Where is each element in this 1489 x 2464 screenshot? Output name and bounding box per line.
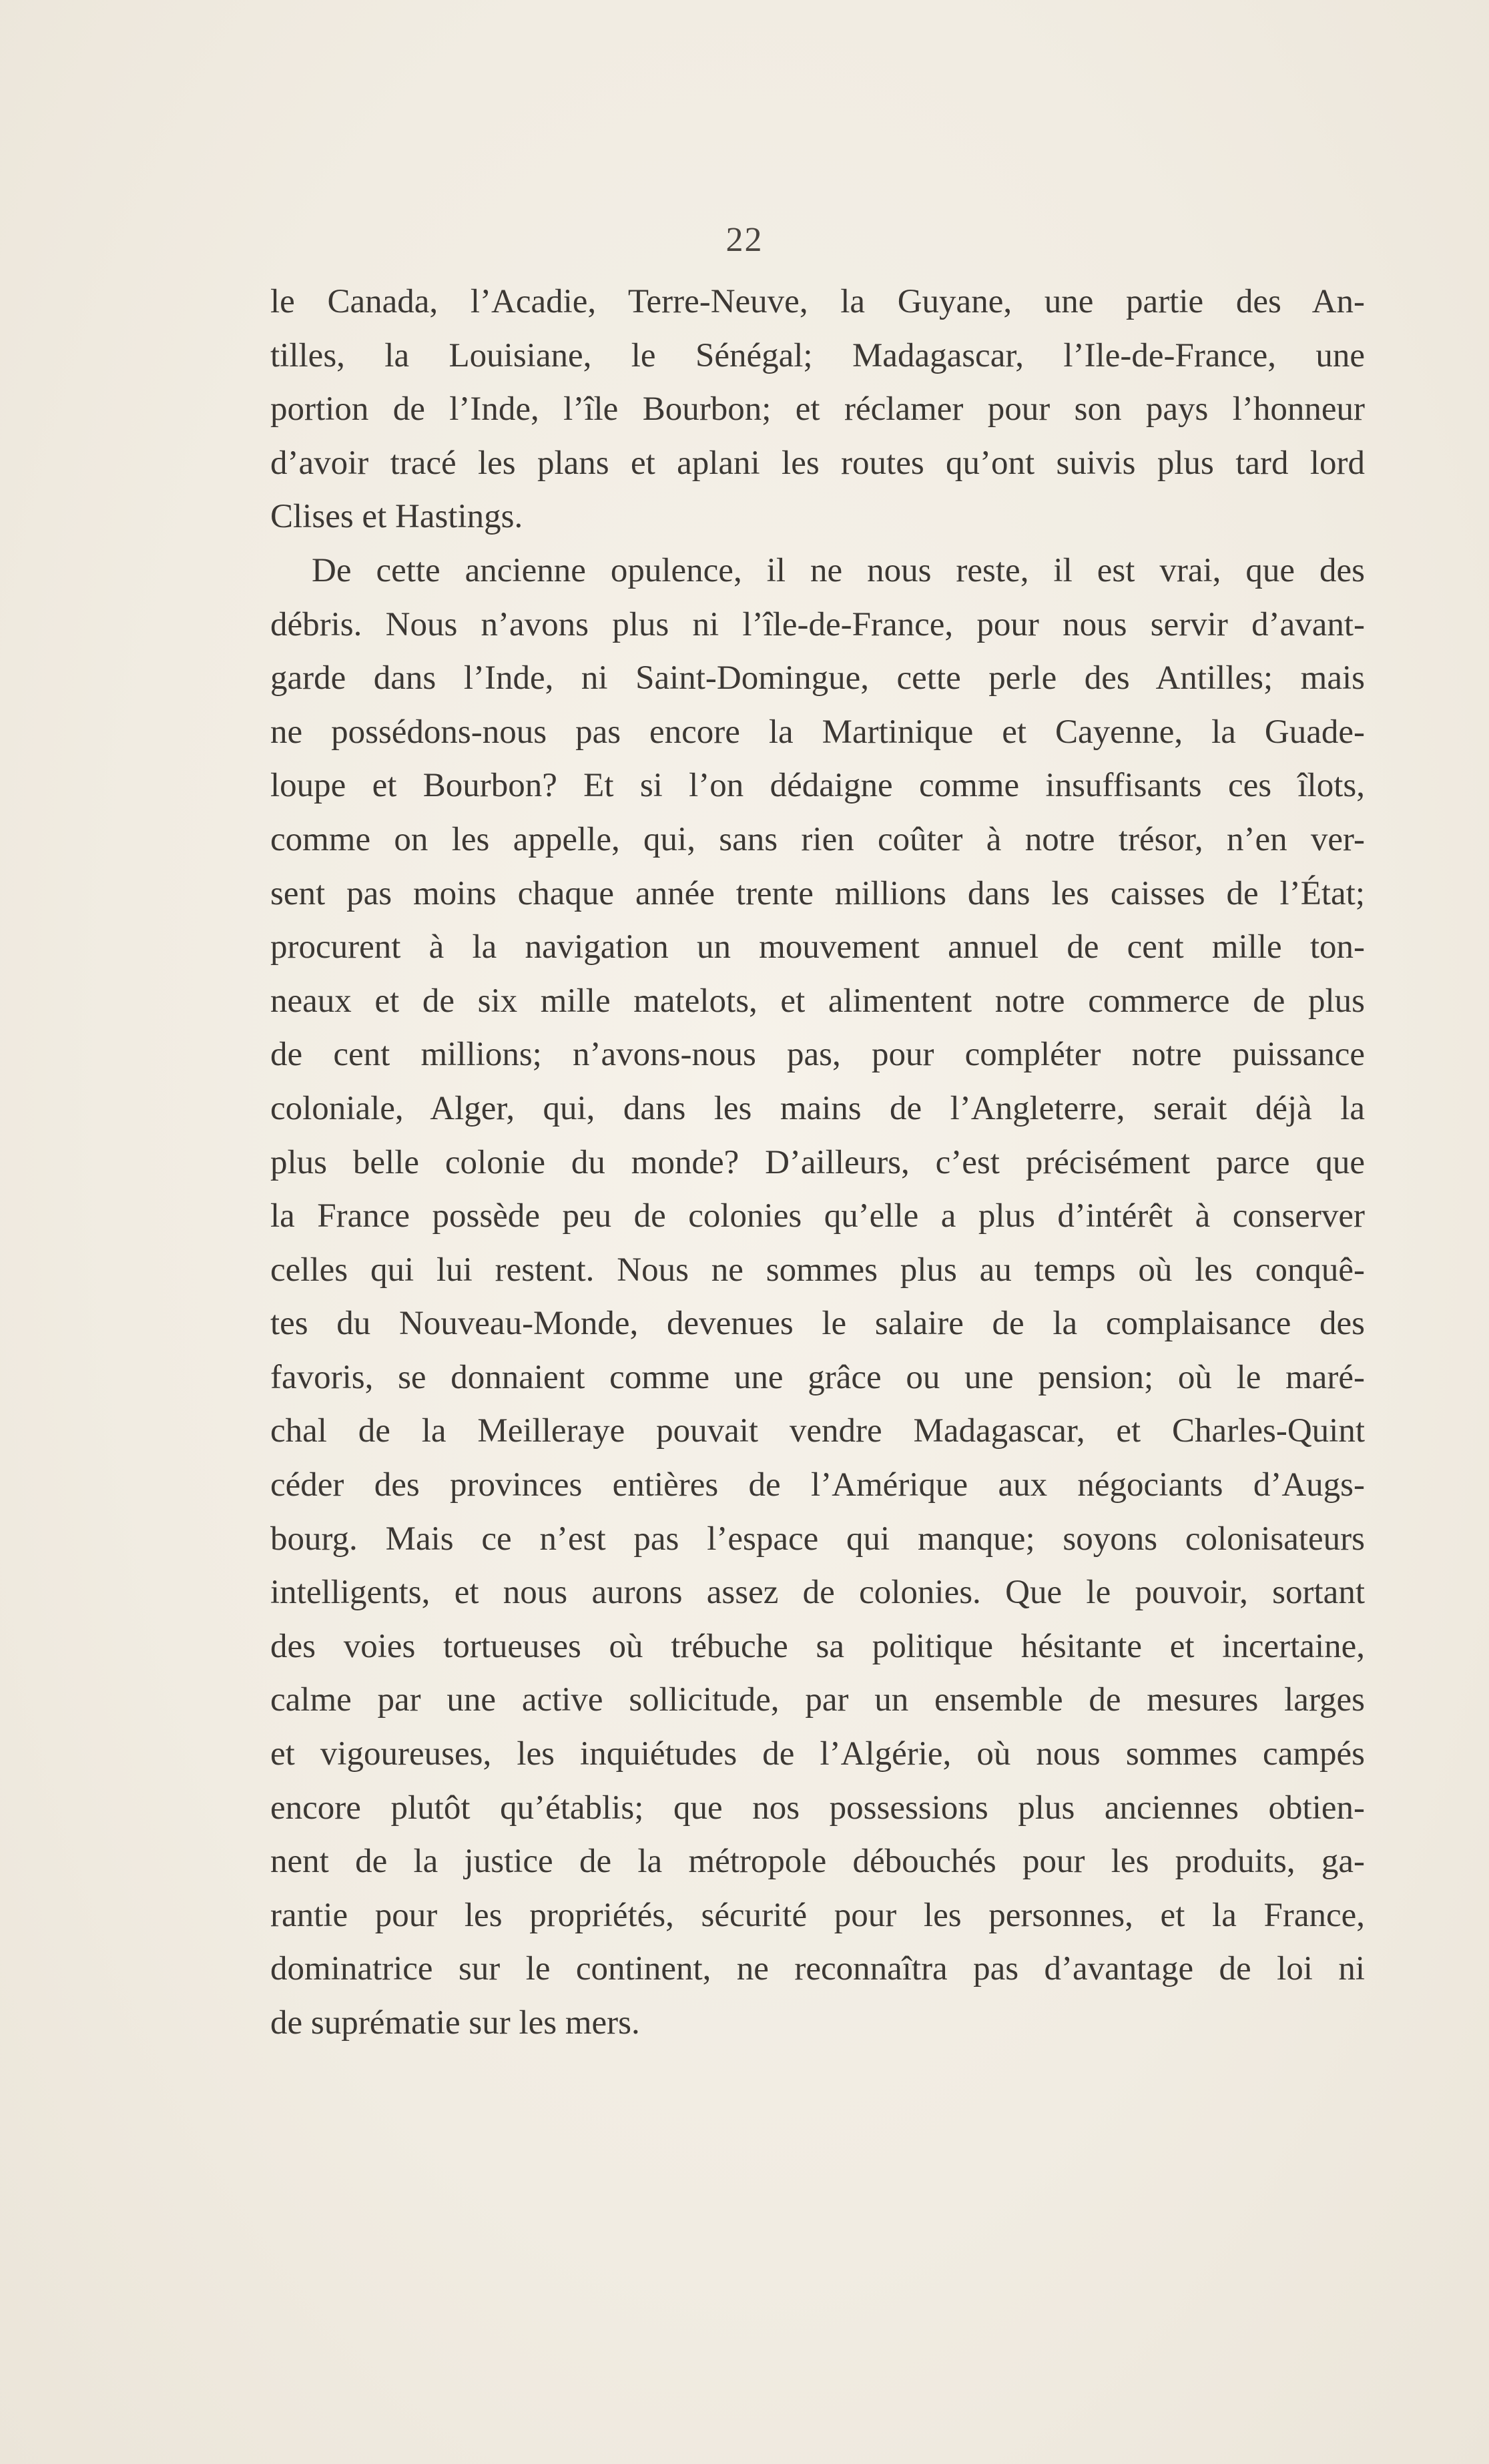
text-line: la France possède peu de colonies qu’elle a plus d’intérêt à conserver (270, 1197, 1365, 1235)
text-line: débris. Nous n’avons plus ni l’île-de-France, pour nous servir d’avant- (270, 605, 1365, 643)
text-line: calme par une active sollicitude, par un ensemble de mesures larges (270, 1681, 1365, 1719)
text-line: neaux et de six mille matelots, et alimentent notre commerce de plus (270, 982, 1365, 1020)
text-line: tes du Nouveau-Monde, devenues le salaire de la complaisance des (270, 1305, 1365, 1343)
text-line: intelligents, et nous aurons assez de colonies. Que le pouvoir, sortant (270, 1574, 1365, 1612)
body-text (270, 275, 1365, 2050)
text-line: garde dans l’Inde, ni Saint-Domingue, cette perle des Antilles; mais (270, 659, 1365, 697)
text-line: le Canada, l’Acadie, Terre-Neuve, la Guyane, une partie des An- (270, 283, 1365, 320)
text-line: ne possédons-nous pas encore la Martinique et Cayenne, la Guade- (270, 713, 1365, 751)
text-line: procurent à la navigation un mouvement annuel de cent mille ton- (270, 928, 1365, 966)
text-line: céder des provinces entières de l’Amérique aux négociants d’Augs- (270, 1466, 1365, 1504)
text-line: comme on les appelle, qui, sans rien coûter à notre trésor, n’en ver- (270, 820, 1365, 858)
text-line: encore plutôt qu’établis; que nos possessions plus anciennes obtien- (270, 1789, 1365, 1827)
page-number: 22 (725, 221, 764, 259)
text-line: et vigoureuses, les inquiétudes de l’Algérie, où nous sommes campés (270, 1735, 1365, 1773)
text-line: des voies tortueuses où trébuche sa politique hésitante et incertaine, (270, 1627, 1365, 1665)
text-line: loupe et Bourbon? Et si l’on dédaigne comme insuffisants ces îlots, (270, 767, 1365, 805)
text-line: Clises et Hastings. (270, 498, 523, 536)
text-line: De cette ancienne opulence, il ne nous reste, il est vrai, que des (312, 551, 1365, 589)
text-line: portion de l’Inde, l’île Bourbon; et réclamer pour son pays l’honneur (270, 390, 1365, 428)
text-line: sent pas moins chaque année trente millions dans les caisses de l’État; (270, 874, 1365, 912)
text-line: dominatrice sur le continent, ne reconnaîtra pas d’avantage de loi ni (270, 1950, 1365, 1988)
text-line: tilles, la Louisiane, le Sénégal; Madagascar, l’Ile-de-France, une (270, 336, 1365, 374)
text-line: rantie pour les propriétés, sécurité pour les personnes, et la France, (270, 1896, 1365, 1934)
text-line: favoris, se donnaient comme une grâce ou une pension; où le maré- (270, 1358, 1365, 1396)
text-line: chal de la Meilleraye pouvait vendre Madagascar, et Charles-Quint (270, 1412, 1365, 1450)
text-line: d’avoir tracé les plans et aplani les routes qu’ont suivis plus tard lord (270, 444, 1365, 482)
text-line: plus belle colonie du monde? D’ailleurs, c’est précisément parce que (270, 1143, 1365, 1181)
text-line: de cent millions; n’avons-nous pas, pour compléter notre puissance (270, 1036, 1365, 1074)
text-line: de suprématie sur les mers. (270, 2004, 640, 2042)
text-line: coloniale, Alger, qui, dans les mains de l’Angleterre, serait déjà la (270, 1089, 1365, 1127)
text-line: bourg. Mais ce n’est pas l’espace qui manque; soyons colonisateurs (270, 1520, 1365, 1558)
text-line: nent de la justice de la métropole débouchés pour les produits, ga- (270, 1843, 1365, 1881)
text-line: celles qui lui restent. Nous ne sommes plus au temps où les conquê- (270, 1251, 1365, 1289)
